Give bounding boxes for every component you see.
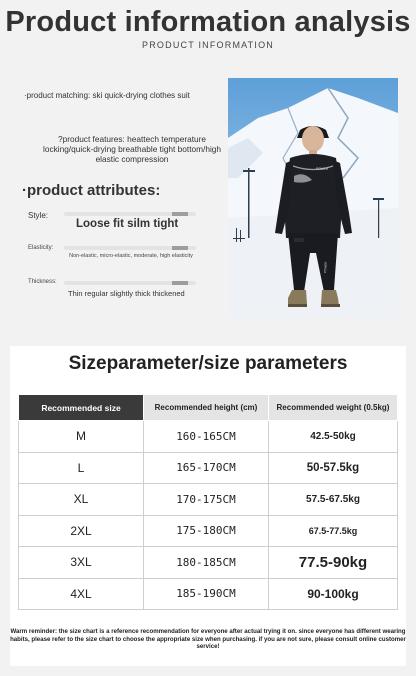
cell-height: 165-170CM [144, 452, 269, 484]
cell-weight: 67.5-77.5kg [269, 515, 398, 547]
elasticity-options: Non-elastic, micro-elastic, moderate, high elasticity [69, 253, 193, 259]
warm-reminder: Warm reminder: the size chart is a reference recommendation for everyone after actual trying it on. since everyone has different wearing habits, please refer to the size chart to choose the appropriate size when purchasing. if you are not sure, please consult online customer service! [10, 628, 406, 650]
header-height: Recommended height (cm) [144, 395, 269, 421]
style-label: Style: [28, 211, 49, 220]
elasticity-bar [64, 246, 196, 250]
table-header-row [19, 395, 398, 421]
cell-size: 3XL [19, 547, 144, 579]
thickness-options: Thin regular slightly thick thickened [68, 289, 185, 298]
cell-size: XL [19, 484, 144, 516]
cell-size: 4XL [19, 578, 144, 610]
cell-size: L [19, 452, 144, 484]
cell-weight: 42.5-50kg [269, 421, 398, 453]
style-bar-marker [172, 212, 188, 216]
page-title: Product information analysis [5, 6, 411, 38]
table-row [19, 484, 398, 516]
style-value: Loose fit silm tight [76, 218, 179, 230]
elasticity-label: Elasticity: [28, 245, 54, 251]
size-title: Sizeparameter/size parameters [68, 353, 348, 374]
cell-weight: 77.5-90kg [269, 547, 398, 579]
table-row [19, 578, 398, 610]
cell-height: 185-190CM [144, 578, 269, 610]
size-panel [10, 346, 406, 666]
thickness-bar-marker [172, 281, 188, 285]
cell-weight: 50-57.5kg [269, 452, 398, 484]
cell-height: 160-165CM [144, 421, 269, 453]
thickness-bar [64, 281, 196, 285]
cell-weight: 90-100kg [269, 578, 398, 610]
cell-height: 180-185CM [144, 547, 269, 579]
page-subtitle: PRODUCT INFORMATION [142, 40, 274, 50]
cell-weight: 57.5-67.5kg [269, 484, 398, 516]
product-matching: ·product matching: ski quick-drying clothes suit [24, 91, 190, 100]
table-row [19, 421, 398, 453]
table-row [19, 452, 398, 484]
table-row [19, 515, 398, 547]
elasticity-bar-marker [172, 246, 188, 250]
attributes-heading: ·product attributes: [22, 182, 161, 199]
header-size: Recommended size [19, 395, 144, 421]
product-photo [228, 78, 398, 318]
shirt-print: POWER [316, 167, 329, 171]
header-weight: Recommended weight (0.5kg) [269, 395, 398, 421]
cell-size: 2XL [19, 515, 144, 547]
size-table [18, 394, 398, 610]
style-bar [64, 212, 196, 216]
cell-height: 175-180CM [144, 515, 269, 547]
thickness-label: Thickness: [28, 279, 57, 285]
product-features: ?product features: heattech temperature locking/quick-drying breathable tight bottom/high elastic compression [42, 134, 222, 164]
cell-size: M [19, 421, 144, 453]
cell-height: 170-175CM [144, 484, 269, 516]
table-row [19, 547, 398, 579]
leg-print: POWER [323, 261, 328, 274]
